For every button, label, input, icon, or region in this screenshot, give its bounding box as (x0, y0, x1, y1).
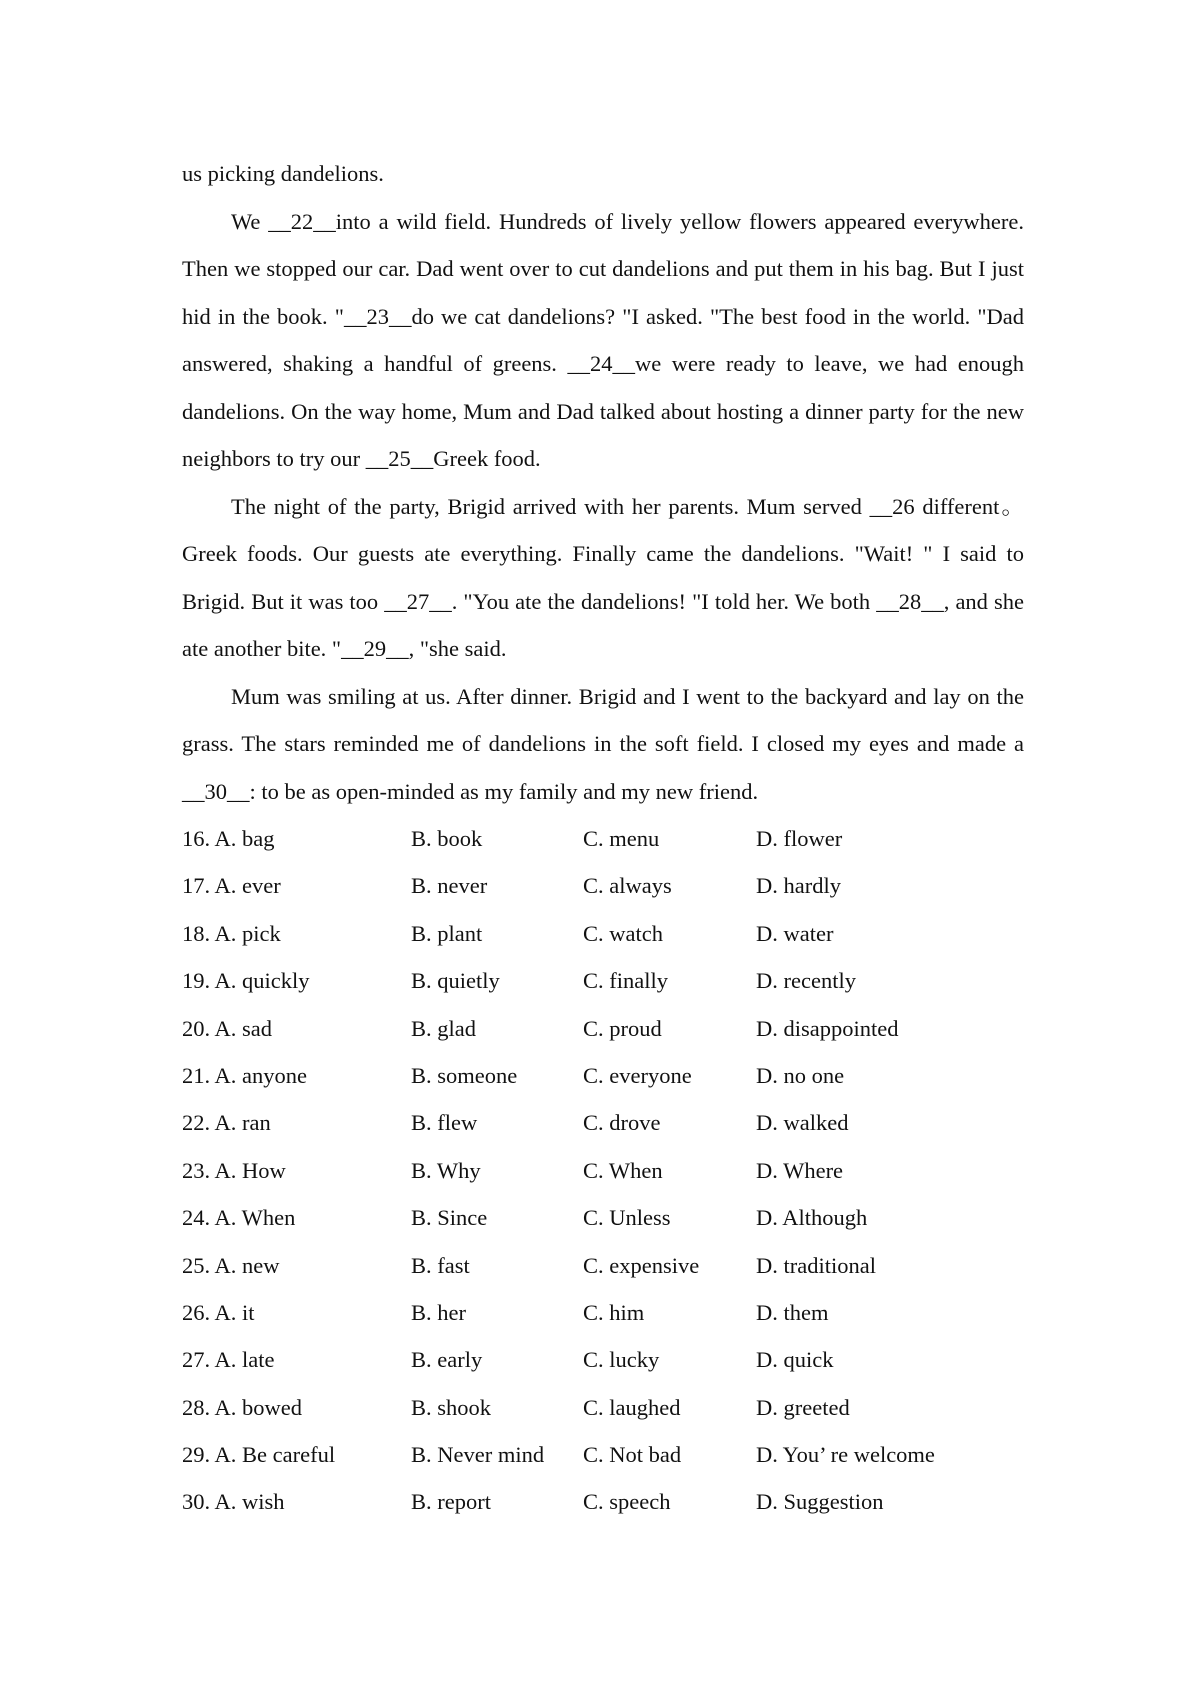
option-a: 21. A. anyone (182, 1062, 307, 1088)
option-a: 23. A. How (182, 1157, 286, 1183)
option-d: D. recently (756, 968, 856, 994)
option-d: D. Suggestion (756, 1489, 884, 1515)
option-c: C. drove (583, 1110, 661, 1136)
option-c: C. speech (583, 1489, 671, 1515)
option-c: C. proud (583, 1015, 662, 1041)
option-b: B. her (411, 1299, 466, 1325)
option-a: 19. A. quickly (182, 968, 310, 994)
passage-paragraph: The night of the party, Brigid arrived with her parents. Mum served __26 different。Greek foods. Our guests ate everything. Finally came the dandelions. "Wait! " I said to Brigid. But it was too __27__. "You ate the dandelions! "I told her. We both __28__, and she ate another bite. "__29__, "she said. (182, 493, 1024, 661)
question-options-row (182, 1005, 1024, 1052)
option-c: C. When (583, 1157, 663, 1183)
option-a: 28. A. bowed (182, 1394, 302, 1420)
option-b: B. report (411, 1489, 491, 1515)
passage-paragraph: Mum was smiling at us. After dinner. Brigid and I went to the backyard and lay on the grass. The stars reminded me of dandelions in the soft field. I closed my eyes and made a __30__: to be as open-minded as my family and my new friend. (182, 683, 1024, 804)
option-d: D. disappointed (756, 1015, 899, 1041)
option-b: B. flew (411, 1110, 478, 1136)
option-b: B. book (411, 826, 483, 851)
question-options-row (182, 862, 1024, 909)
option-d: D. flower (756, 826, 843, 851)
option-c: C. everyone (583, 1062, 692, 1088)
option-b: B. Since (411, 1205, 488, 1231)
option-c: C. Unless (583, 1205, 671, 1231)
option-a: 22. A. ran (182, 1110, 271, 1136)
option-d: D. Although (756, 1205, 868, 1231)
option-a: 16. A. bag (182, 826, 275, 851)
option-d: D. greeted (756, 1394, 850, 1420)
option-b: B. someone (411, 1062, 518, 1088)
option-a: 24. A. When (182, 1205, 296, 1231)
option-b: B. plant (411, 920, 483, 946)
option-c: C. menu (583, 826, 660, 851)
option-a: 25. A. new (182, 1252, 280, 1278)
option-d: D. walked (756, 1110, 849, 1136)
option-c: C. finally (583, 968, 668, 994)
option-a: 30. A. wish (182, 1489, 285, 1515)
question-options-row (182, 815, 1024, 862)
option-d: D. them (756, 1299, 829, 1325)
option-b: B. never (411, 873, 488, 899)
option-d: D. traditional (756, 1252, 876, 1278)
question-options-row (182, 1242, 1024, 1289)
option-c: C. always (583, 873, 672, 899)
option-c: C. laughed (583, 1394, 681, 1420)
option-c: C. expensive (583, 1252, 700, 1278)
passage-paragraph: We __22__into a wild field. Hundreds of lively yellow flowers appeared everywhere. Then we stopped our car. Dad went over to cut dandelions and put them in his bag. But I just hid in the book. "__23__do we cat dandelions? "I asked. "The best food in the world. "Dad answered, shaking a handful of greens. __24__we were ready to leave, we had enough dandelions. On the way home, Mum and Dad talked about hosting a dinner party for the new neighbors to try our __25__Greek food. (182, 208, 1024, 471)
answer-options-list (182, 815, 1024, 1526)
option-d: D. no one (756, 1062, 845, 1088)
option-b: B. Why (411, 1157, 481, 1183)
question-options-row (182, 1384, 1024, 1431)
option-b: B. shook (411, 1394, 492, 1420)
question-options-row (182, 1147, 1024, 1194)
option-a: 17. A. ever (182, 873, 281, 899)
option-a: 18. A. pick (182, 920, 281, 946)
option-a: 27. A. late (182, 1347, 275, 1373)
option-b: B. quietly (411, 968, 500, 994)
option-a: 20. A. sad (182, 1015, 272, 1041)
option-b: B. early (411, 1347, 483, 1373)
option-d: D. quick (756, 1347, 834, 1373)
question-options-row (182, 910, 1024, 957)
question-options-row (182, 1194, 1024, 1241)
exam-page (182, 150, 1024, 1526)
question-options-row (182, 1431, 1024, 1478)
option-d: D. hardly (756, 873, 841, 899)
option-b: B. glad (411, 1015, 476, 1041)
question-options-row (182, 1478, 1024, 1525)
option-b: B. fast (411, 1252, 470, 1278)
option-c: C. him (583, 1299, 645, 1325)
question-options-row (182, 1099, 1024, 1146)
option-a: 29. A. Be careful (182, 1442, 336, 1468)
option-c: C. watch (583, 920, 663, 946)
option-c: C. lucky (583, 1347, 660, 1373)
reading-passage (182, 150, 1024, 815)
option-b: B. Never mind (411, 1442, 545, 1468)
passage-paragraph: us picking dandelions. (182, 161, 384, 186)
option-c: C. Not bad (583, 1442, 682, 1468)
option-d: D. Where (756, 1157, 844, 1183)
question-options-row (182, 1052, 1024, 1099)
question-options-row (182, 1336, 1024, 1383)
option-d: D. water (756, 920, 834, 946)
option-d: D. You’ re welcome (756, 1442, 935, 1468)
question-options-row (182, 1289, 1024, 1336)
option-a: 26. A. it (182, 1299, 255, 1325)
question-options-row (182, 957, 1024, 1004)
